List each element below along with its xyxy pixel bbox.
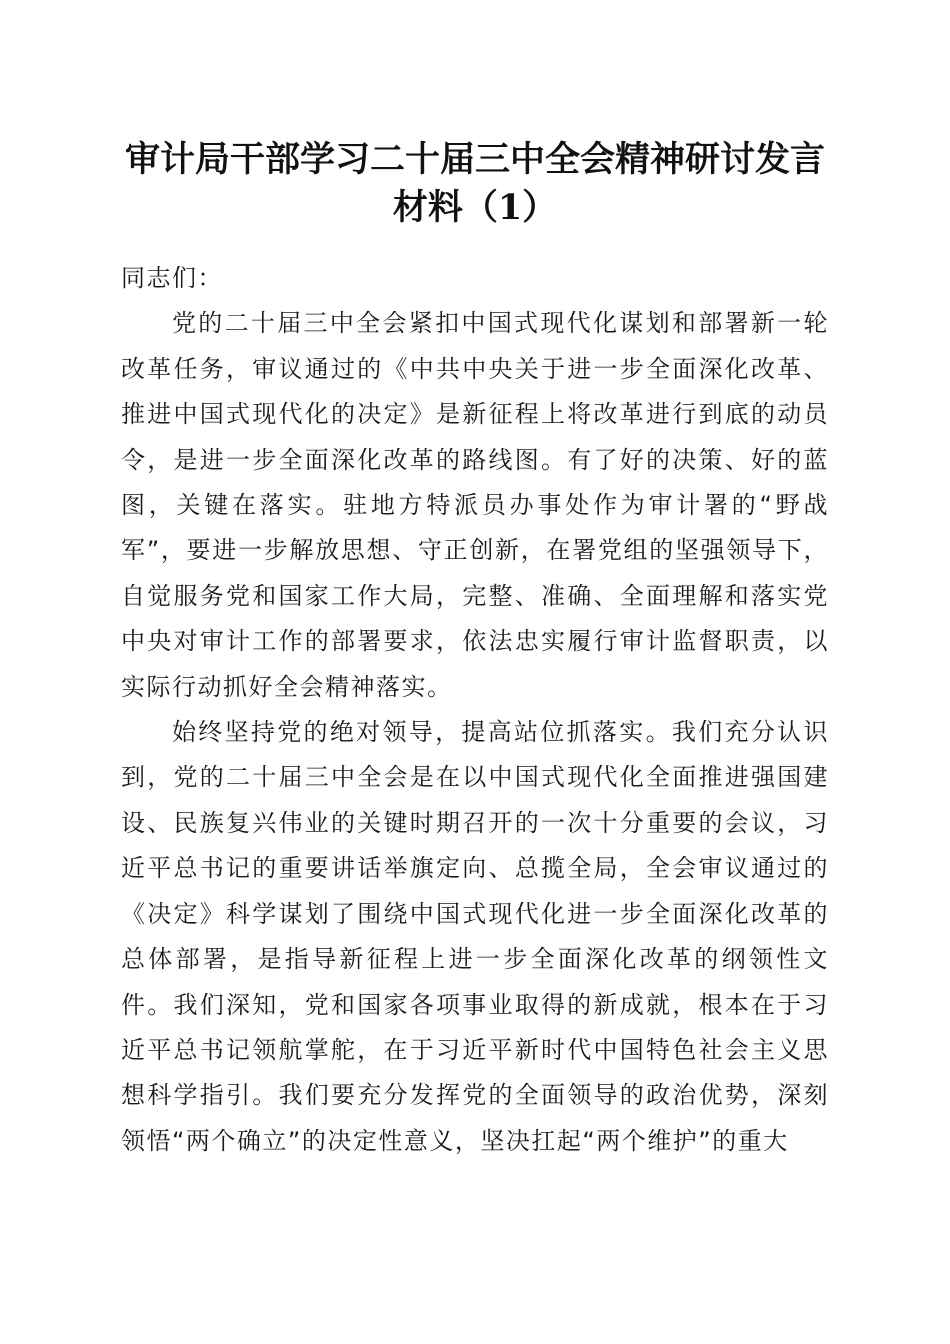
title-line-1: 审计局干部学习二十届三中全会精神研讨发言 xyxy=(124,139,825,180)
salutation: 同志们： xyxy=(121,264,223,292)
title-line-2: 材料（1） xyxy=(392,187,558,228)
document-title xyxy=(100,136,850,232)
paragraph-1: 党的二十届三中全会紧扣中国式现代化谋划和部署新一轮改革任务，审议通过的《中共中央关于进一步全面深化改革、推进中国式现代化的决定》是新征程上将改革进行到底的动员令，是进一步全面深化改革的路线图。有了好的决策、好的蓝图，关键在落实。驻地方特派员办事处作为审计署的“野战军”，要进一步解放思想、守正创新，在署党组的坚强领导下，自觉服务党和国家工作大局，完整、准确、全面理解和落实党中央对审计工作的部署要求，依法忠实履行审计监督职责，以实际行动抓好全会精神落实。 xyxy=(121,309,829,701)
paragraph-2: 始终坚持党的绝对领导，提高站位抓落实。我们充分认识到，党的二十届三中全会是在以中国式现代化全面推进强国建设、民族复兴伟业的关键时期召开的一次十分重要的会议，习近平总书记的重要讲话举旗定向、总揽全局，全会审议通过的《决定》科学谋划了围绕中国式现代化进一步全面深化改革的总体部署，是指导新征程上进一步全面深化改革的纲领性文件。我们深知，党和国家各项事业取得的新成就，根本在于习近平总书记领航掌舵，在于习近平新时代中国特色社会主义思想科学指引。我们要充分发挥党的全面领导的政治优势，深刻领悟“两个确立”的决定性意义，坚决扛起“两个维护”的重大 xyxy=(121,718,829,1155)
document-body xyxy=(121,256,829,1164)
